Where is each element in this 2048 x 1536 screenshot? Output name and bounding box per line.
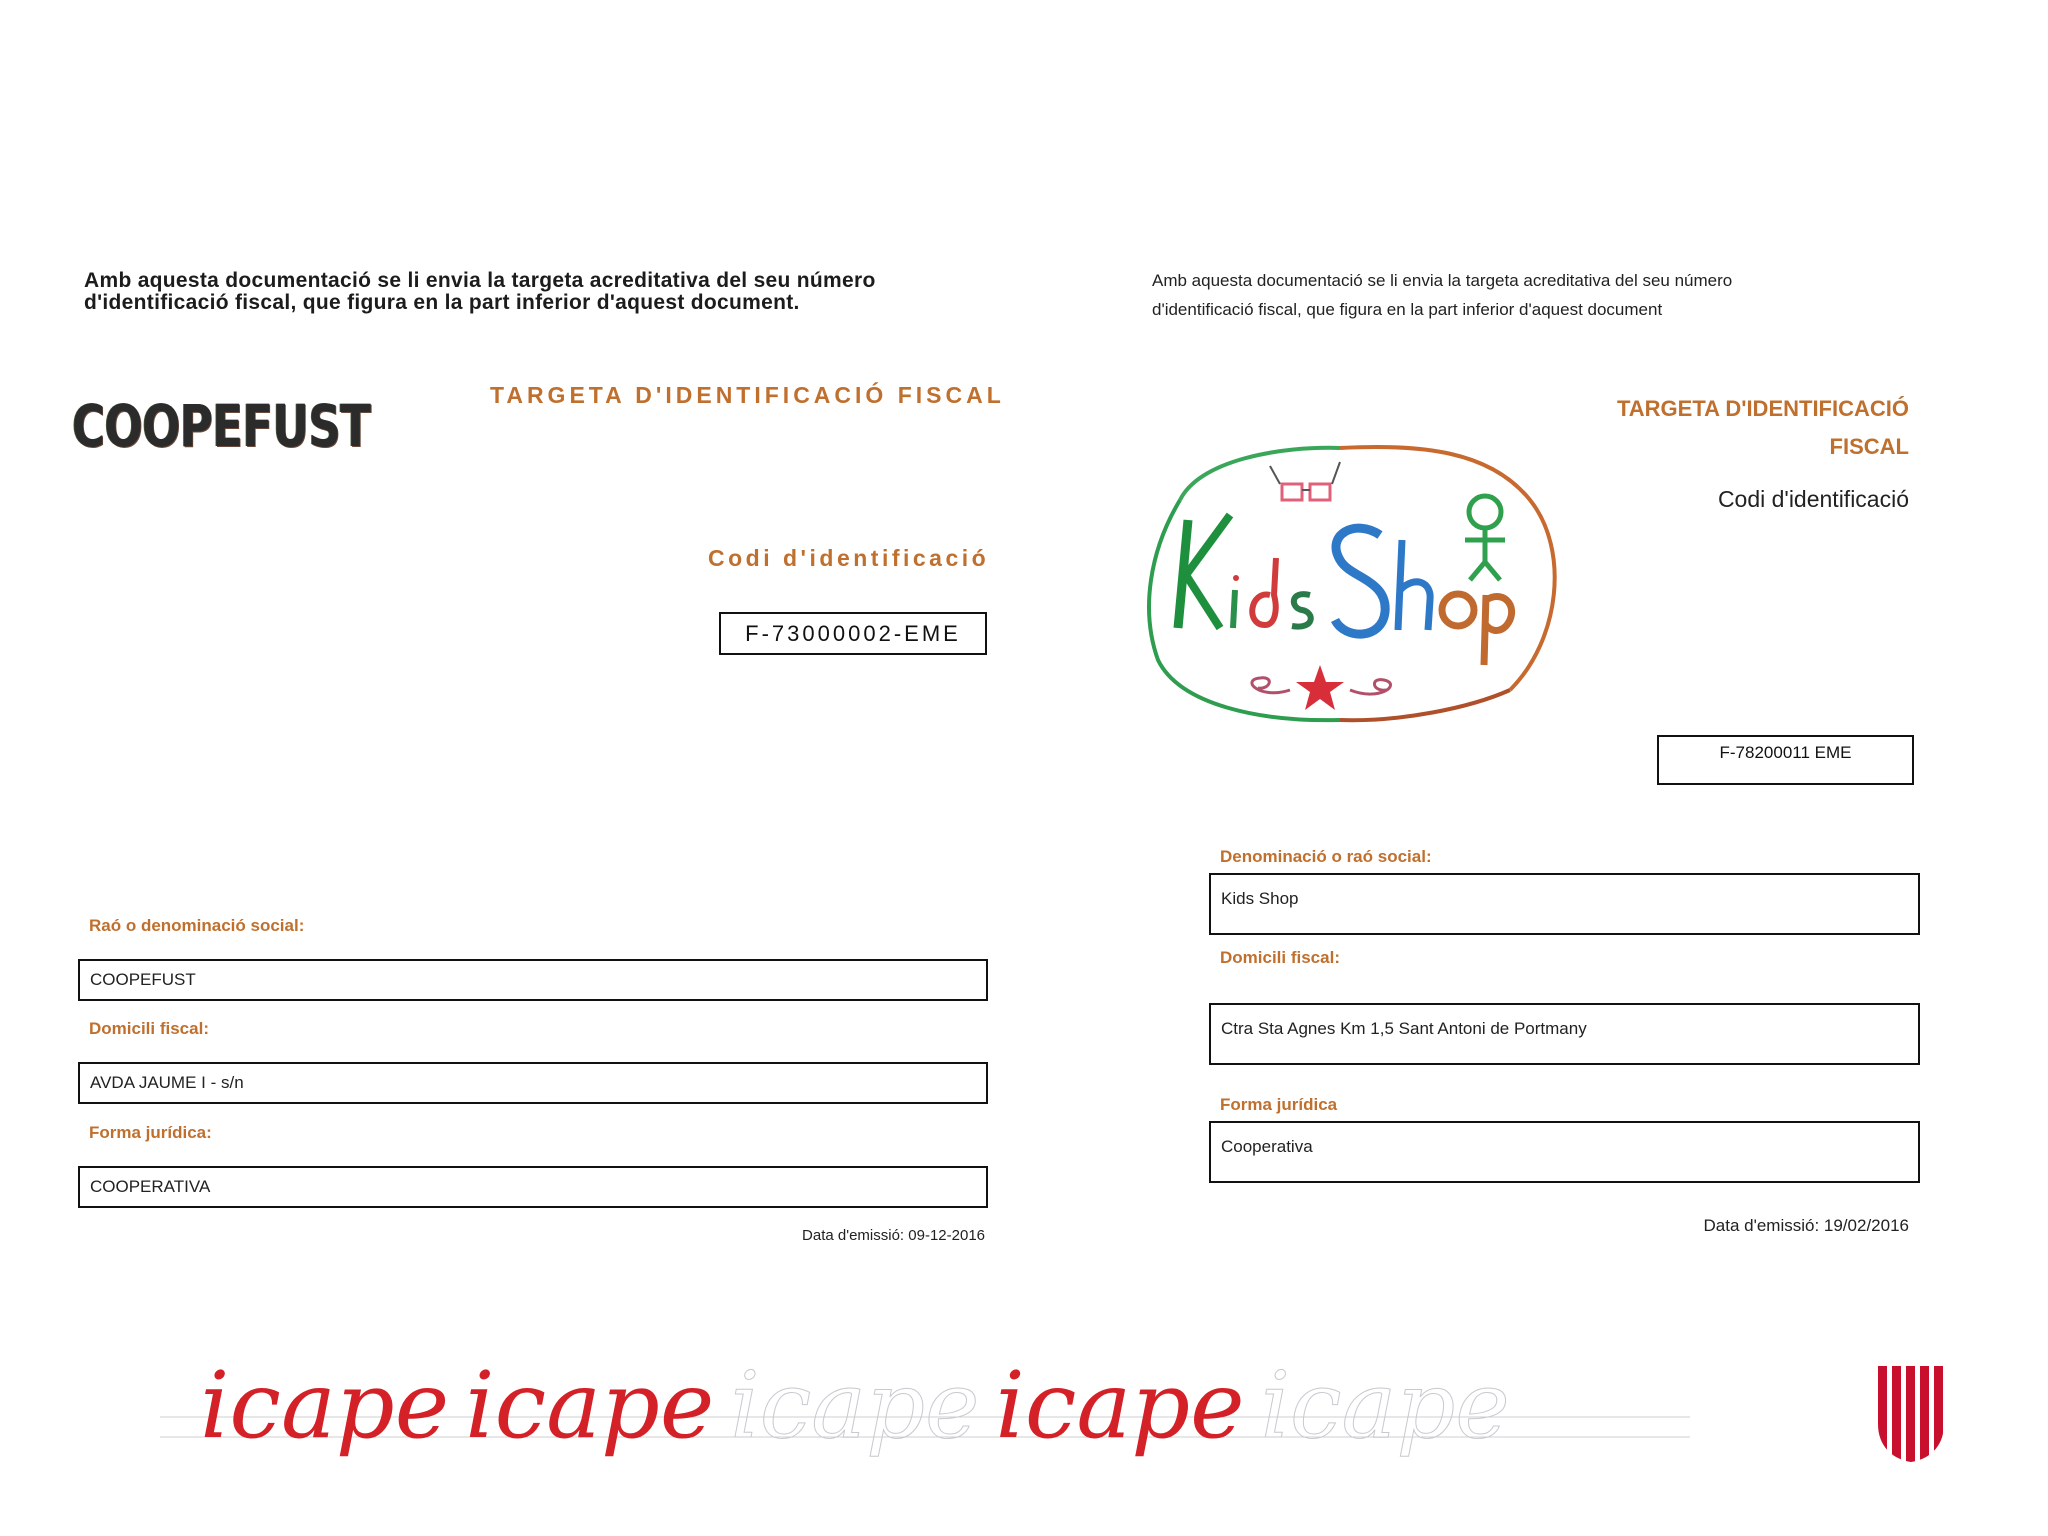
icape-word-5-faded: icape <box>1260 1352 1510 1459</box>
right-intro-line1: Amb aquesta documentació se li envia la targeta acreditativa del seu número <box>1152 271 1733 290</box>
left-field-name <box>78 959 988 1001</box>
right-code-box <box>1657 735 1914 785</box>
right-field-legal-form-value: Cooperativa <box>1221 1137 1313 1156</box>
left-codi-label: Codi d'identificació <box>708 545 990 571</box>
left-issue-date: Data d'emissió: 09-12-2016 <box>802 1227 985 1244</box>
left-code-value: F-73000002-EME <box>745 620 961 646</box>
kids-shop-logo-drawing <box>1140 440 1580 730</box>
left-field-label-legal-form: Forma jurídica: <box>89 1123 212 1142</box>
left-field-label-address: Domicili fiscal: <box>89 1019 209 1038</box>
coopefust-logo-text: COOPEFUST <box>72 392 371 460</box>
coopefust-logo <box>72 392 371 462</box>
left-field-legal-form <box>78 1166 988 1208</box>
right-intro-line2: d'identificació fiscal, que figura en la part inferior d'aquest document <box>1152 300 1663 319</box>
left-code-box <box>719 612 987 655</box>
right-field-address-value: Ctra Sta Agnes Km 1,5 Sant Antoni de Portmany <box>1221 1019 1587 1038</box>
right-card-title-line1: TARGETA D'IDENTIFICACIÓ <box>1616 396 1909 421</box>
icape-word-row <box>200 1352 1510 1459</box>
left-field-address <box>78 1062 988 1104</box>
right-issue-date: Data d'emissió: 19/02/2016 <box>1703 1216 1909 1235</box>
right-field-name-value: Kids Shop <box>1221 889 1299 908</box>
left-field-name-value: COOPEFUST <box>90 970 196 989</box>
right-codi-label: Codi d'identificació <box>1717 486 1909 512</box>
right-field-name <box>1209 873 1920 935</box>
left-field-legal-form-value: COOPERATIVA <box>90 1177 211 1196</box>
right-code-value: F-78200011 EME <box>1719 743 1852 762</box>
emblem-stripes <box>1876 1364 1946 1464</box>
icape-footer-banner <box>160 1352 1690 1480</box>
kids-shop-logo <box>1140 440 1580 730</box>
left-intro-line1: Amb aquesta documentació se li envia la targeta acreditativa del seu número <box>84 269 876 292</box>
right-card-title <box>1617 390 1909 466</box>
icape-word-2: icape <box>465 1352 715 1459</box>
icape-word-4: icape <box>995 1352 1245 1459</box>
right-field-label-name: Denominació o raó social: <box>1220 847 1432 866</box>
right-field-label-legal-form: Forma jurídica <box>1220 1095 1338 1114</box>
right-field-address <box>1209 1003 1920 1065</box>
left-field-label-name: Raó o denominació social: <box>89 916 305 935</box>
left-field-address-value: AVDA JAUME I - s/n <box>90 1073 244 1092</box>
left-card-title: TARGETA D'IDENTIFICACIÓ FISCAL <box>490 382 1005 408</box>
icape-word-3-faded: icape <box>730 1352 980 1459</box>
government-emblem-icon <box>1876 1364 1946 1464</box>
right-field-legal-form <box>1209 1121 1920 1183</box>
right-field-label-address: Domicili fiscal: <box>1220 948 1340 967</box>
right-card-title-line2: FISCAL <box>1829 434 1909 459</box>
left-intro-line2: d'identificació fiscal, que figura en la part inferior d'aquest document. <box>84 291 800 314</box>
icape-word-1: icape <box>200 1352 450 1459</box>
